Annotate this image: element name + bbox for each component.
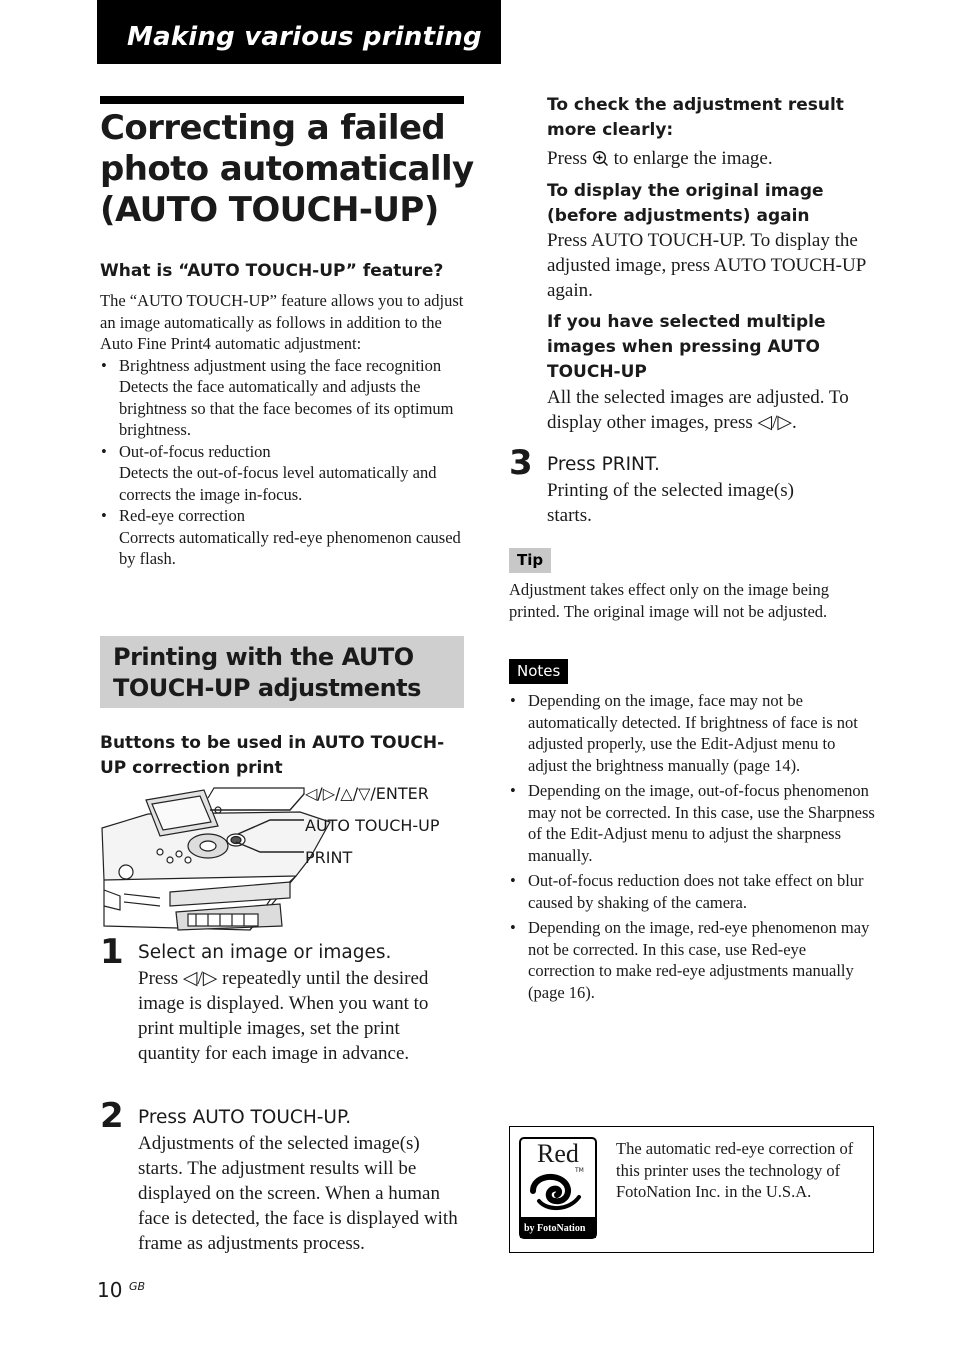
subnote-text-end: to enlarge the image. — [608, 148, 773, 169]
subnote-heading: To check the adjustment result more clearly: — [547, 95, 844, 140]
step-text: Adjustments of the selected image(s) starts. The adjustment results will be displayed on the screen. When a human face is detected, the face is displayed with frame as adjustments process. — [138, 1133, 458, 1254]
buttons-heading: Buttons to be used in AUTO TOUCH-UP correction print — [100, 733, 445, 778]
note-item: • Out-of-focus reduction does not take effect on blur caused by shaking of the camera. — [509, 870, 876, 913]
feature-item-title: • Red-eye correction — [119, 506, 245, 525]
callout-auto-touchup: AUTO TOUCH-UP — [305, 816, 440, 835]
page-title-line: photo automatically — [100, 149, 474, 189]
logo-tm: TM — [575, 1167, 584, 1174]
logo-word: Red — [537, 1139, 579, 1168]
step-label: Press AUTO TOUCH-UP. — [138, 1107, 352, 1128]
feature-item-desc: Detects the face automatically and adjusts the brightness so that the face becomes of its optimum brightness. — [119, 377, 454, 439]
feature-heading: What is “AUTO TOUCH-UP” feature? — [100, 261, 444, 281]
subnote-text — [547, 146, 867, 171]
callout-arrows-enter: ◁/▷/△/▽/ENTER — [305, 784, 429, 803]
step-label: Select an image or images. — [138, 942, 392, 963]
step-number: 3 — [509, 443, 533, 483]
notes-label: Notes — [509, 659, 568, 684]
section-header-tab — [97, 0, 501, 64]
feature-item-desc: Corrects automatically red-eye phenomenon caused by flash. — [119, 527, 461, 568]
feature-list — [100, 355, 468, 570]
section-band-line: TOUCH-UP adjustments — [113, 674, 421, 702]
tip-label: Tip — [509, 548, 551, 573]
notes-list — [509, 690, 876, 1007]
subnote-text-start: Press — [547, 148, 592, 169]
step-text: Press ◁/▷ repeatedly until the desired image is displayed. When you want to print multiple images, set the print quantity for each image in advance. — [138, 968, 429, 1064]
note-item: • Depending on the image, face may not be automatically detected. If brightness of face is not adjusted properly, use the Edit-Adjust menu to adjust the brightness manually (page 14). — [509, 690, 876, 776]
step-label: Press PRINT. — [547, 454, 660, 475]
section-band — [100, 636, 464, 708]
feature-item — [100, 505, 468, 570]
tip-text: Adjustment takes effect only on the image being printed. The original image will not be adjusted. — [509, 580, 829, 621]
page-number: 10 — [97, 1278, 123, 1302]
note-item: • Depending on the image, out-of-focus phenomenon may not be corrected. In this case, use the Sharpness of the Edit-Adjust menu to adjust the sharpness manually. — [509, 780, 876, 866]
subnote-heading: To display the original image (before adjustments) again — [547, 181, 824, 226]
feature-description — [100, 290, 468, 570]
section-header-label: Making various printing — [127, 22, 482, 52]
feature-item — [100, 441, 468, 506]
zoom-in-icon — [592, 150, 609, 167]
subnote-heading: If you have selected multiple images when pressing AUTO TOUCH-UP — [547, 312, 826, 382]
section-band-title — [113, 642, 421, 704]
note-item: • Depending on the image, red-eye phenomenon may not be corrected. In this case, use Red-eye correction to make red-eye adjustments manually (page 16). — [509, 917, 876, 1003]
feature-item-title: • Brightness adjustment using the face recognition — [119, 355, 442, 375]
step-number: 2 — [100, 1096, 124, 1136]
page-title — [100, 108, 480, 231]
subnote-text: Press AUTO TOUCH-UP. To display the adjusted image, press AUTO TOUCH-UP again. — [547, 230, 866, 301]
section-band-line: Printing with the AUTO — [113, 643, 414, 671]
feature-item-desc: Detects the out-of-focus level automatically and corrects the image in-focus. — [119, 463, 437, 504]
redeye-info-text: The automatic red-eye correction of this printer uses the technology of FotoNation Inc. in the U.S.A. — [616, 1139, 854, 1201]
step-text: Printing of the selected image(s) starts. — [547, 480, 794, 526]
logo-by-text: by FotoNation — [524, 1223, 586, 1234]
page-title-line: Correcting a failed — [100, 108, 446, 148]
callout-print: PRINT — [305, 848, 353, 867]
page-title-line: (AUTO TOUCH-UP) — [100, 190, 439, 230]
subnote-text: All the selected images are adjusted. To display other images, press ◁/▷. — [547, 387, 849, 433]
title-rule — [100, 96, 464, 104]
feature-item — [100, 355, 468, 441]
language-code: GB — [129, 1280, 146, 1293]
feature-paragraph: The “AUTO TOUCH-UP” feature allows you to adjust an image automatically as follows in addition to the Auto Fine Print4 automatic adjustment: — [100, 291, 464, 353]
step-number: 1 — [100, 932, 124, 972]
feature-item-title: • Out-of-focus reduction — [119, 441, 271, 461]
fotonation-logo — [519, 1137, 597, 1239]
